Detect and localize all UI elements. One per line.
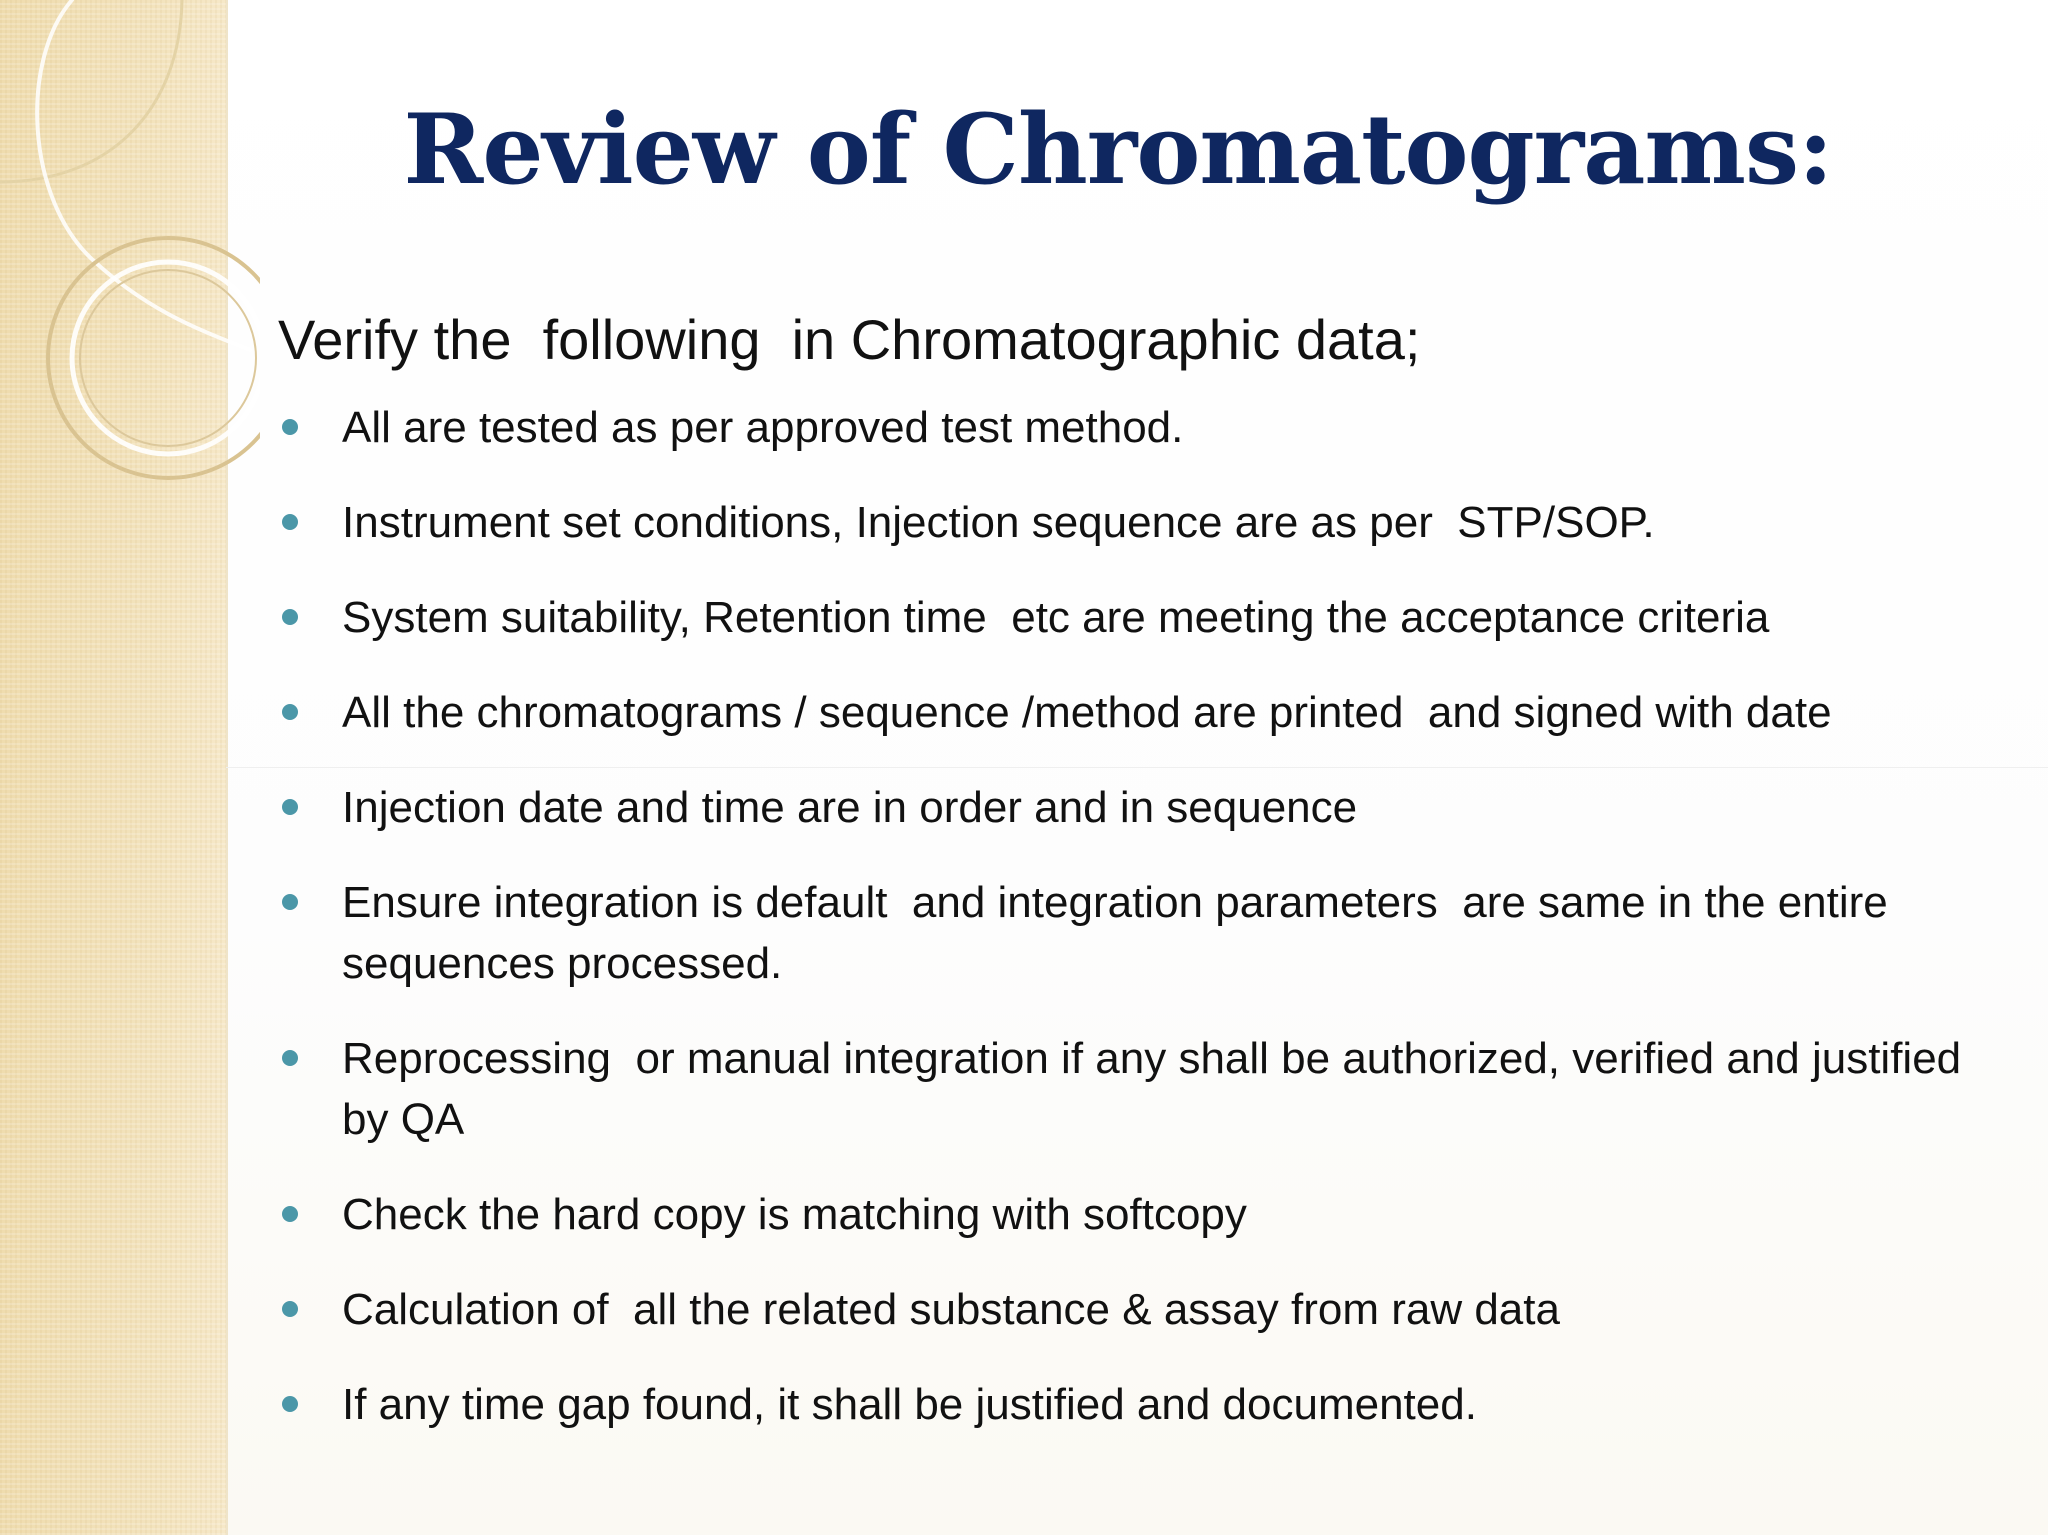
list-item-text: Injection date and time are in order and in sequence (342, 783, 1358, 832)
bullet-icon (282, 894, 298, 910)
bullet-icon (282, 514, 298, 530)
list-item (278, 492, 1998, 553)
bullet-icon (282, 799, 298, 815)
bullet-icon (282, 1301, 298, 1317)
list-item (278, 1028, 1998, 1150)
list-item-text: All the chromatograms / sequence /method are printed and signed with date (342, 688, 1832, 737)
slide-content (278, 303, 1998, 1469)
list-item-text: Check the hard copy is matching with softcopy (342, 1190, 1247, 1239)
bullet-icon (282, 1206, 298, 1222)
intro-text: Verify the following in Chromatographic data; (278, 308, 1421, 371)
list-item (278, 872, 1998, 994)
bullet-icon (282, 1050, 298, 1066)
list-item-text: Ensure integration is default and integration parameters are same in the entire sequences processed. (342, 878, 1901, 988)
list-item (278, 397, 1998, 458)
list-item (278, 1184, 1998, 1245)
bullet-icon (282, 609, 298, 625)
list-item (278, 682, 1998, 743)
bullet-icon (282, 1396, 298, 1412)
list-item (278, 1374, 1998, 1435)
bullet-icon (282, 419, 298, 435)
list-item-text: Calculation of all the related substance & assay from raw data (342, 1285, 1560, 1334)
list-item (278, 587, 1998, 648)
bullet-list (278, 397, 1998, 1435)
list-item-text: Reprocessing or manual integration if any shall be authorized, verified and justified by QA (342, 1034, 1974, 1144)
slide-title: Review of Chromatograms: (403, 93, 1833, 206)
list-item-text: If any time gap found, it shall be justified and documented. (342, 1380, 1477, 1429)
list-item (278, 1279, 1998, 1340)
list-item-text: All are tested as per approved test method. (342, 403, 1184, 452)
list-item (278, 777, 1998, 838)
bullet-icon (282, 704, 298, 720)
list-item-text: System suitability, Retention time etc are meeting the acceptance criteria (342, 593, 1770, 642)
list-item-text: Instrument set conditions, Injection sequence are as per STP/SOP. (342, 498, 1655, 547)
decorative-circles-icon (0, 0, 260, 520)
